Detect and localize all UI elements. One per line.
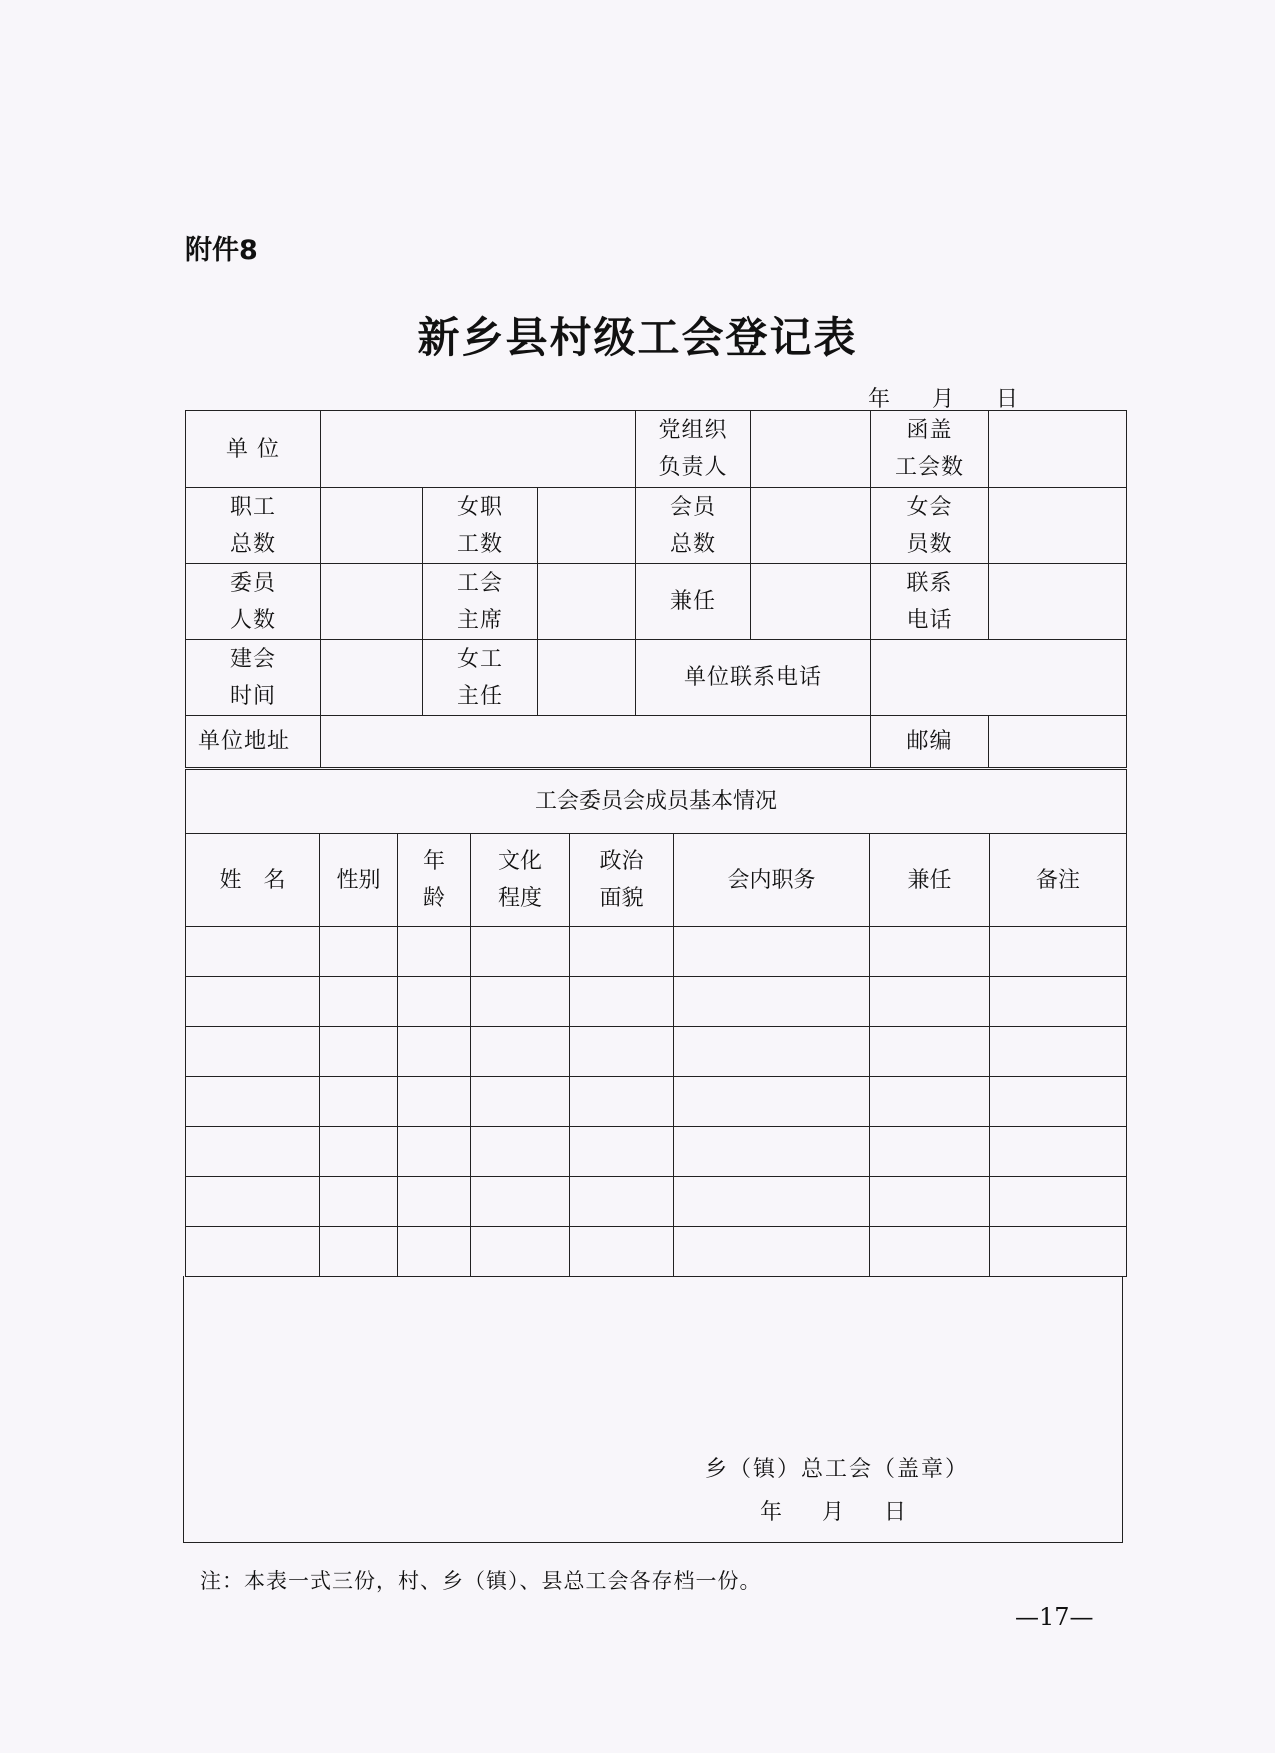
party-leader-value[interactable] — [751, 411, 871, 488]
cell[interactable] — [186, 1077, 320, 1127]
party-leader-label: 党组织 负责人 — [636, 411, 751, 488]
cell[interactable] — [186, 927, 320, 977]
approval-box — [183, 1276, 1123, 1543]
unit-value[interactable] — [321, 411, 636, 488]
cell[interactable] — [471, 1027, 570, 1077]
concurrent-label: 兼任 — [636, 564, 751, 640]
cell[interactable] — [674, 927, 870, 977]
cell[interactable] — [471, 1127, 570, 1177]
unit-label: 单 位 — [186, 411, 321, 488]
cell[interactable] — [398, 1227, 471, 1277]
cell[interactable] — [186, 977, 320, 1027]
postcode-label: 邮编 — [871, 716, 989, 768]
cell[interactable] — [570, 1027, 674, 1077]
col-gender: 性别 — [320, 834, 398, 927]
cell[interactable] — [570, 1077, 674, 1127]
cell[interactable] — [674, 1077, 870, 1127]
form-title: 新乡县村级工会登记表 — [417, 313, 858, 362]
stamp-label: 乡（镇）总工会（盖章） — [705, 1457, 970, 1482]
date-month: 月 — [932, 387, 955, 412]
table-row — [186, 1027, 1127, 1077]
unit-phone-label: 单位联系电话 — [636, 640, 871, 716]
col-remark: 备注 — [990, 834, 1127, 927]
date-day: 日 — [996, 387, 1019, 412]
committee-label: 委员 人数 — [186, 564, 321, 640]
covered-unions-value[interactable] — [989, 411, 1127, 488]
postcode-value[interactable] — [989, 716, 1127, 768]
staff-total-value[interactable] — [321, 488, 423, 564]
cell[interactable] — [471, 1177, 570, 1227]
cell[interactable] — [570, 1127, 674, 1177]
cell[interactable] — [471, 927, 570, 977]
cell[interactable] — [674, 1127, 870, 1177]
attachment-label: 附件8 — [185, 235, 258, 266]
cell[interactable] — [870, 1227, 990, 1277]
cell[interactable] — [398, 1027, 471, 1077]
committee-value[interactable] — [321, 564, 423, 640]
women-director-label: 女工 主任 — [423, 640, 538, 716]
members-section-title: 工会委员会成员基本情况 — [186, 770, 1127, 834]
cell[interactable] — [320, 1077, 398, 1127]
footnote: 注：本表一式三份，村、乡（镇）、县总工会各存档一份。 — [200, 1569, 762, 1593]
female-staff-value[interactable] — [538, 488, 636, 564]
table-row — [186, 1227, 1127, 1277]
cell[interactable] — [870, 1077, 990, 1127]
cell[interactable] — [990, 1177, 1127, 1227]
cell[interactable] — [674, 977, 870, 1027]
stamp-date — [760, 1495, 946, 1526]
chairman-value[interactable] — [538, 564, 636, 640]
cell[interactable] — [398, 927, 471, 977]
cell[interactable] — [570, 977, 674, 1027]
cell[interactable] — [674, 1227, 870, 1277]
cell[interactable] — [870, 1127, 990, 1177]
members-total-label: 会员 总数 — [636, 488, 751, 564]
cell[interactable] — [320, 927, 398, 977]
col-education: 文化 程度 — [471, 834, 570, 927]
table-row — [186, 1077, 1127, 1127]
female-members-value[interactable] — [989, 488, 1127, 564]
cell[interactable] — [990, 1127, 1127, 1177]
col-political: 政治 面貌 — [570, 834, 674, 927]
cell[interactable] — [990, 977, 1127, 1027]
cell[interactable] — [570, 1177, 674, 1227]
col-name: 姓 名 — [186, 834, 320, 927]
cell[interactable] — [674, 1027, 870, 1077]
cell[interactable] — [870, 927, 990, 977]
cell[interactable] — [471, 1227, 570, 1277]
table-row — [186, 977, 1127, 1027]
covered-unions-label: 函盖 工会数 — [871, 411, 989, 488]
cell[interactable] — [398, 1177, 471, 1227]
female-members-label: 女会 员数 — [871, 488, 989, 564]
cell[interactable] — [990, 1077, 1127, 1127]
cell[interactable] — [320, 1227, 398, 1277]
stamp-year: 年 — [760, 1500, 783, 1525]
staff-total-label: 职工 总数 — [186, 488, 321, 564]
female-staff-label: 女职 工数 — [423, 488, 538, 564]
date-line — [868, 382, 1060, 413]
cell[interactable] — [398, 1077, 471, 1127]
cell[interactable] — [870, 1027, 990, 1077]
cell[interactable] — [870, 1177, 990, 1227]
founded-label: 建会 时间 — [186, 640, 321, 716]
contact-label: 联系 电话 — [871, 564, 989, 640]
cell[interactable] — [320, 977, 398, 1027]
cell[interactable] — [570, 1227, 674, 1277]
cell[interactable] — [674, 1177, 870, 1227]
table-row — [186, 1127, 1127, 1177]
cell[interactable] — [990, 1227, 1127, 1277]
cell[interactable] — [398, 1127, 471, 1177]
cell[interactable] — [570, 927, 674, 977]
col-age: 年 龄 — [398, 834, 471, 927]
cell[interactable] — [320, 1177, 398, 1227]
cell[interactable] — [398, 977, 471, 1027]
stamp-month: 月 — [822, 1500, 845, 1525]
founded-value[interactable] — [321, 640, 423, 716]
cell[interactable] — [186, 1227, 320, 1277]
cell[interactable] — [870, 977, 990, 1027]
cell[interactable] — [990, 927, 1127, 977]
chairman-label: 工会 主席 — [423, 564, 538, 640]
table-row — [186, 927, 1127, 977]
unit-phone-value[interactable] — [871, 640, 1127, 716]
cell[interactable] — [990, 1027, 1127, 1077]
cell[interactable] — [471, 1077, 570, 1127]
address-value[interactable] — [321, 716, 871, 768]
women-director-value[interactable] — [538, 640, 636, 716]
concurrent-value[interactable] — [751, 564, 871, 640]
address-label: 单位地址 — [186, 716, 321, 768]
stamp-day: 日 — [884, 1500, 907, 1525]
col-concurrent: 兼任 — [870, 834, 990, 927]
cell[interactable] — [186, 1177, 320, 1227]
cell[interactable] — [320, 1027, 398, 1077]
members-total-value[interactable] — [751, 488, 871, 564]
cell[interactable] — [320, 1127, 398, 1177]
table-row — [186, 1177, 1127, 1227]
registration-table — [185, 410, 1127, 768]
cell[interactable] — [186, 1027, 320, 1077]
contact-value[interactable] — [989, 564, 1127, 640]
cell[interactable] — [471, 977, 570, 1027]
col-duty: 会内职务 — [674, 834, 870, 927]
members-table — [185, 769, 1127, 1277]
cell[interactable] — [186, 1127, 320, 1177]
date-year: 年 — [868, 387, 891, 412]
page-number: —17— — [1015, 1603, 1094, 1631]
